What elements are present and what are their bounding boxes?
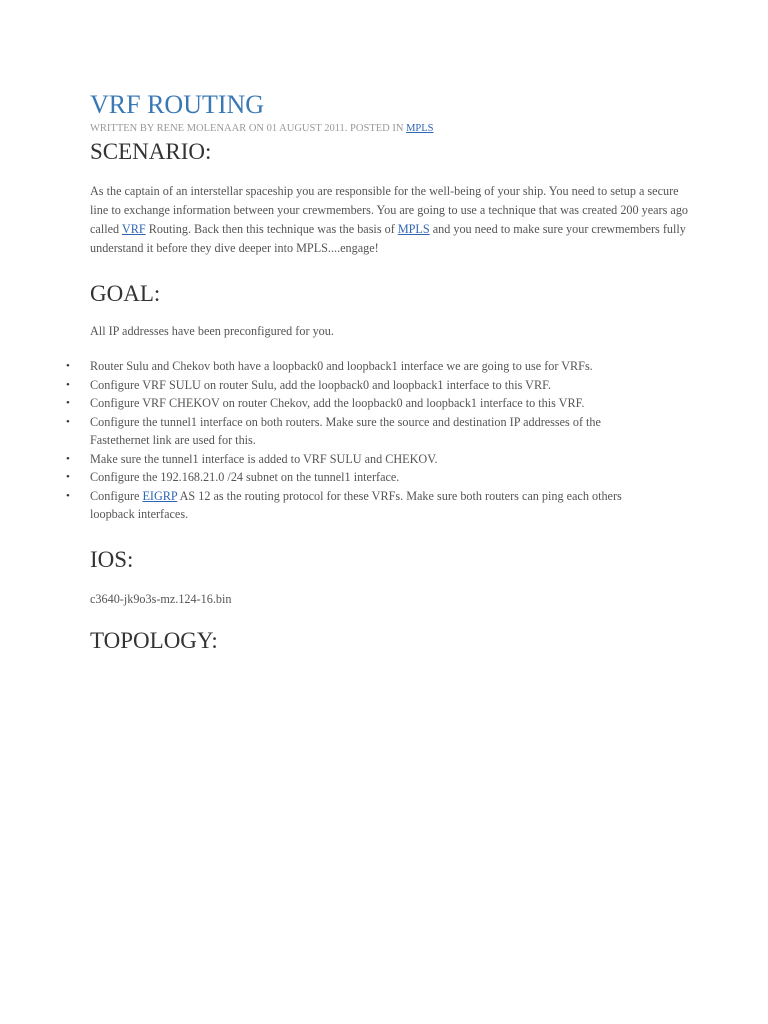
bullet-icon: • — [66, 397, 70, 409]
bullet-icon: • — [66, 489, 70, 502]
page-title: VRF ROUTING — [90, 90, 265, 119]
goal-heading: GOAL: — [90, 281, 161, 306]
article — [66, 88, 690, 655]
mpls-link[interactable]: MPLS — [397, 222, 430, 236]
vrf-link[interactable]: VRF — [121, 222, 146, 236]
list-item — [66, 487, 650, 524]
byline-text: WRITTEN BY RENE MOLENAAR ON 01 AUGUST 2011. POSTED IN — [90, 123, 407, 134]
goal-intro: All IP addresses have been preconfigured for you. — [90, 324, 334, 338]
bullet-icon: • — [66, 360, 70, 372]
list-item — [66, 376, 690, 395]
list-item — [66, 394, 690, 413]
list-item-text: Configure the tunnel1 interface on both routers. Make sure the source and destination IP addresses of the Fastethernet link are used for this. — [90, 414, 601, 447]
category-link[interactable]: MPLS — [406, 123, 434, 134]
list-item-prefix: Configure — [90, 488, 143, 503]
goal-list — [66, 357, 690, 524]
bullet-icon: • — [66, 452, 70, 465]
bullet-icon: • — [66, 415, 70, 428]
list-item-text: Configure the 192.168.21.0 /24 subnet on the tunnel1 interface. — [90, 470, 400, 484]
bullet-icon: • — [66, 378, 70, 391]
ios-image-name: c3640-jk9o3s-mz.124-16.bin — [90, 591, 232, 606]
list-item-text: Configure VRF SULU on router Sulu, add the loopback0 and loopback1 interface to this VRF. — [90, 377, 551, 392]
list-item — [66, 357, 690, 376]
scenario-text-2: Routing. Back then this technique was the basis of — [145, 222, 398, 236]
scenario-paragraph — [90, 182, 690, 258]
topology-heading: TOPOLOGY: — [90, 627, 218, 653]
list-item — [66, 450, 690, 469]
list-item-text: Make sure the tunnel1 interface is added to VRF SULU and CHEKOV. — [90, 451, 438, 466]
ios-heading: IOS: — [90, 546, 134, 572]
byline — [90, 122, 690, 136]
bullet-icon: • — [66, 471, 70, 483]
eigrp-link[interactable]: EIGRP — [142, 488, 178, 503]
scenario-text-3: and you need to make sure your crewmembers fully understand it before they dive deeper into MPLS....engage! — [90, 222, 686, 255]
list-item — [66, 413, 620, 450]
scenario-heading: SCENARIO: — [90, 139, 212, 164]
list-item-text: Router Sulu and Chekov both have a loopback0 and loopback1 interface we are going to use for VRFs. — [90, 359, 593, 373]
scenario-text-1: As the captain of an interstellar spaceship you are responsible for the well-being of your ship. You need to setup a secure line to exchange information between your crewmembers. You are going to use a technique that was created 200 years ago called — [90, 184, 689, 236]
list-item-suffix: AS 12 as the routing protocol for these VRFs. Make sure both routers can ping each others loopback interfaces. — [90, 488, 622, 521]
list-item-text: Configure VRF CHEKOV on router Chekov, add the loopback0 and loopback1 interface to this VRF. — [90, 396, 585, 410]
list-item — [66, 468, 690, 487]
